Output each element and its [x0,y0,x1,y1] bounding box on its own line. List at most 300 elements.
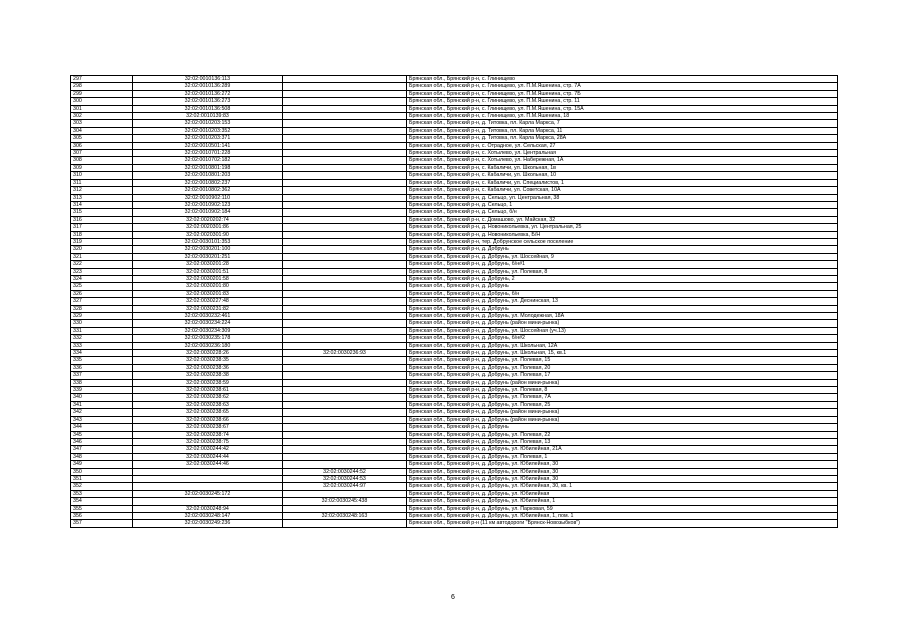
row-number-cell: 337 [71,372,133,379]
cadastral-number-2-cell [283,268,407,275]
cadastral-number-2-cell [283,98,407,105]
cadastral-number-2-cell [283,401,407,408]
cadastral-number-2-cell [283,275,407,282]
cadastral-number-cell: 32:02:0010203:153 [133,120,283,127]
address-cell: Брянская обл., Брянский р-н, д. Сельцо, б/н [407,209,838,216]
cadastral-number-2-cell [283,127,407,134]
address-cell: Брянская обл., Брянский р-н, с. Глинищево, ул. П.М.Яшенина, стр. 7А [407,83,838,90]
cadastral-number-2-cell [283,83,407,90]
cadastral-number-2-cell [283,253,407,260]
row-number-cell: 300 [71,98,133,105]
table-row [71,179,838,186]
cadastral-number-2-cell [283,453,407,460]
row-number-cell: 353 [71,490,133,497]
cadastral-number-2-cell [283,335,407,342]
table-row [71,387,838,394]
cadastral-number-cell: 32:02:0030228:26 [133,350,283,357]
address-cell: Брянская обл., Брянский р-н, д. Добрунь, ул. Полевая, 17 [407,372,838,379]
row-number-cell: 326 [71,290,133,297]
row-number-cell: 325 [71,283,133,290]
address-cell: Брянская обл., Брянский р-н, д. Добрунь, б/н [407,290,838,297]
row-number-cell: 302 [71,113,133,120]
cadastral-number-2-cell [283,313,407,320]
cadastral-number-2-cell [283,224,407,231]
table-row [71,320,838,327]
cadastral-number-cell: 32:02:0030238:62 [133,394,283,401]
cadastral-number-2-cell: 32:02:0030236:93 [283,350,407,357]
cadastral-number-cell: 32:02:0010203:371 [133,135,283,142]
row-number-cell: 298 [71,83,133,90]
row-number-cell: 303 [71,120,133,127]
address-cell: Брянская обл., Брянский р-н, д. Добрунь, ул. Полевая, 22 [407,431,838,438]
row-number-cell: 322 [71,261,133,268]
table-row [71,490,838,497]
table-row [71,401,838,408]
cadastral-number-2-cell [283,320,407,327]
row-number-cell: 331 [71,327,133,334]
cadastral-number-2-cell [283,379,407,386]
cadastral-number-cell: 32:02:0030227:48 [133,298,283,305]
cadastral-number-cell: 32:02:0010136:272 [133,90,283,97]
table-row [71,127,838,134]
table-row [71,416,838,423]
cadastral-number-2-cell [283,290,407,297]
row-number-cell: 305 [71,135,133,142]
cadastral-number-2-cell [283,364,407,371]
row-number-cell: 314 [71,201,133,208]
table-row [71,520,838,527]
address-cell: Брянская обл., Брянский р-н, д. Титовка, пл. Карла Маркса, 28А [407,135,838,142]
address-cell: Брянская обл., Брянский р-н, д. Титовка, пл. Карла Маркса, 7 [407,120,838,127]
cadastral-number-cell: 32:02:0030232:461 [133,313,283,320]
cadastral-number-cell: 32:02:0010902:184 [133,209,283,216]
address-cell: Брянская обл., Брянский р-н, с. Хотылево, ул. Центральная [407,150,838,157]
address-cell: Брянская обл., Брянский р-н, д. Добрунь (район мини-рынка) [407,416,838,423]
address-cell: Брянская обл., Брянский р-н, д. Добрунь, 2 [407,275,838,282]
table-row [71,424,838,431]
row-number-cell: 309 [71,164,133,171]
cadastral-number-cell: 32:02:0010203:352 [133,127,283,134]
address-cell: Брянская обл., Брянский р-н, д. Добрунь (район мини-рынка) [407,379,838,386]
address-cell: Брянская обл., Брянский р-н, д. Добрунь, ул. Юбилейная, 21А [407,446,838,453]
cadastral-number-2-cell [283,387,407,394]
address-cell: Брянская обл., Брянский р-н, д. Добрунь, ул. Полевая, 7А [407,394,838,401]
cadastral-number-cell: 32:02:0030201:58 [133,275,283,282]
row-number-cell: 334 [71,350,133,357]
cadastral-number-2-cell [283,490,407,497]
cadastral-number-2-cell [283,231,407,238]
table-row [71,438,838,445]
table-row [71,268,838,275]
row-number-cell: 339 [71,387,133,394]
table-row [71,364,838,371]
table-row [71,468,838,475]
cadastral-number-2-cell [283,246,407,253]
table-row [71,142,838,149]
address-cell: Брянская обл., Брянский р-н, д. Добрунь [407,305,838,312]
row-number-cell: 308 [71,157,133,164]
table-row [71,209,838,216]
cadastral-number-2-cell: 32:02:0030248:163 [283,512,407,519]
row-number-cell: 335 [71,357,133,364]
row-number-cell: 315 [71,209,133,216]
table-row [71,275,838,282]
document-sheet [70,75,837,528]
row-number-cell: 317 [71,224,133,231]
cadastral-number-cell: 32:02:0030244:44 [133,453,283,460]
cadastral-number-2-cell [283,372,407,379]
cadastral-number-2-cell [283,238,407,245]
address-cell: Брянская обл., Брянский р-н, д. Добрунь, ул. Молодежная, 18А [407,313,838,320]
address-cell: Брянская обл., Брянский р-н, с. Кабаличи, ул. Советская, 10А [407,187,838,194]
address-cell: Брянская обл., Брянский р-н, д. Добрунь, ул. Полевая, 8 [407,268,838,275]
address-cell: Брянская обл., Брянский р-н, д. Добрунь, ул. Шоссейная, 9 [407,253,838,260]
table-row [71,76,838,83]
row-number-cell: 348 [71,453,133,460]
row-number-cell: 338 [71,379,133,386]
table-row [71,357,838,364]
table-row [71,512,838,519]
row-number-cell: 310 [71,172,133,179]
cadastral-number-cell [133,483,283,490]
address-cell: Брянская обл., Брянский р-н, д. Новоникольевка, Б/Н [407,231,838,238]
table-row [71,453,838,460]
table-row [71,305,838,312]
row-number-cell: 343 [71,416,133,423]
cadastral-number-cell: 32:02:0030238:75 [133,438,283,445]
cadastral-number-cell: 32:02:0030244:42 [133,446,283,453]
row-number-cell: 321 [71,253,133,260]
row-number-cell: 341 [71,401,133,408]
cadastral-number-2-cell: 32:02:0030244:97 [283,483,407,490]
row-number-cell: 297 [71,76,133,83]
cadastral-number-cell: 32:02:0010702:182 [133,157,283,164]
cadastral-number-cell: 32:02:0010501:141 [133,142,283,149]
table-row [71,224,838,231]
address-cell: Брянская обл., Брянский р-н, с. Кабаличи, ул. Школьная, 1в [407,164,838,171]
cadastral-number-cell: 32:02:0010136:289 [133,83,283,90]
row-number-cell: 357 [71,520,133,527]
cadastral-number-cell: 32:02:0010802:237 [133,179,283,186]
address-cell: Брянская обл., Брянский р-н, д. Добрунь, ул. Полевая, 1 [407,453,838,460]
address-cell: Брянская обл., Брянский р-н, д. Добрунь, ул. Полевая, 8 [407,387,838,394]
row-number-cell: 356 [71,512,133,519]
row-number-cell: 307 [71,150,133,157]
cadastral-number-2-cell [283,446,407,453]
cadastral-number-cell: 32:02:0030245:172 [133,490,283,497]
address-cell: Брянская обл., Брянский р-н, с. Кабаличи, ул. Специалистов, 1 [407,179,838,186]
cadastral-number-2-cell [283,135,407,142]
table-row [71,187,838,194]
table-row [71,431,838,438]
page-number: 6 [451,594,455,601]
cadastral-number-cell: 32:02:0030201:51 [133,268,283,275]
cadastral-number-2-cell [283,113,407,120]
cadastral-number-2-cell [283,520,407,527]
cadastral-number-cell [133,475,283,482]
cadastral-number-cell [133,498,283,505]
cadastral-number-cell: 32:02:0030238:74 [133,431,283,438]
cadastral-number-cell: 32:02:0010801:203 [133,172,283,179]
cadastral-number-cell: 32:02:0030231:82 [133,305,283,312]
table-row [71,350,838,357]
table-row [71,394,838,401]
cadastral-number-2-cell [283,357,407,364]
cadastral-number-cell: 32:02:0030236:180 [133,342,283,349]
cadastral-number-2-cell [283,201,407,208]
cadastral-number-2-cell [283,194,407,201]
row-number-cell: 328 [71,305,133,312]
row-number-cell: 311 [71,179,133,186]
address-cell: Брянская обл., Брянский р-н, д. Добрунь, ул. Полевая, 20 [407,364,838,371]
table-row [71,98,838,105]
table-row [71,238,838,245]
cadastral-number-cell: 32:02:0030201:83 [133,290,283,297]
cadastral-number-cell: 32:02:0030238:66 [133,416,283,423]
cadastral-number-cell: 32:02:0030235:178 [133,335,283,342]
table-row [71,313,838,320]
address-cell: Брянская обл., Брянский р-н, д. Добрунь, ул. Юбилейная [407,490,838,497]
cadastral-number-2-cell [283,409,407,416]
address-cell: Брянская обл., Брянский р-н, д. Добрунь, ул. Полевая, 15 [407,357,838,364]
row-number-cell: 304 [71,127,133,134]
row-number-cell: 301 [71,105,133,112]
address-cell: Брянская обл., Брянский р-н, д. Новоникольевка, ул. Центральная, 25 [407,224,838,231]
address-cell: Брянская обл., Брянский р-н, с. Глинищево, ул. П.М.Яшенина, 18 [407,113,838,120]
cadastral-number-2-cell [283,424,407,431]
address-cell: Брянская обл., Брянский р-н, д. Добрунь, б/н#2 [407,335,838,342]
table-row [71,172,838,179]
table-row [71,135,838,142]
cadastral-number-cell: 32:02:0010701:228 [133,150,283,157]
cadastral-number-cell: 32:02:0010136:273 [133,98,283,105]
cadastral-number-2-cell [283,187,407,194]
table-row [71,475,838,482]
cadastral-number-cell: 32:02:0030101:353 [133,238,283,245]
cadastral-number-2-cell [283,461,407,468]
row-number-cell: 354 [71,498,133,505]
cadastral-number-cell: 32:02:0030201:28 [133,261,283,268]
address-cell: Брянская обл., Брянский р-н, с. Домашово, ул. Майская, 32 [407,216,838,223]
table-row [71,327,838,334]
cadastral-number-cell: 32:02:0010902:110 [133,194,283,201]
address-cell: Брянская обл., Брянский р-н, д. Добрунь [407,424,838,431]
cadastral-number-cell: 32:02:0030244:46 [133,461,283,468]
table-row [71,335,838,342]
cadastral-number-cell: 32:02:0030238:63 [133,401,283,408]
cadastral-number-2-cell [283,342,407,349]
row-number-cell: 351 [71,475,133,482]
table-row [71,505,838,512]
cadastral-number-2-cell [283,438,407,445]
row-number-cell: 344 [71,424,133,431]
table-row [71,498,838,505]
cadastral-number-cell: 32:02:0010136:113 [133,76,283,83]
cadastral-number-cell: 32:02:0030248:147 [133,512,283,519]
table-row [71,446,838,453]
cadastral-number-2-cell [283,157,407,164]
row-number-cell: 324 [71,275,133,282]
row-number-cell: 346 [71,438,133,445]
row-number-cell: 312 [71,187,133,194]
address-cell: Брянская обл., Брянский р-н, с. Отрадное, ул. Сельская, 27 [407,142,838,149]
address-cell: Брянская обл., Брянский р-н, д. Добрунь, б/н#1 [407,261,838,268]
table-row [71,120,838,127]
address-cell: Брянская обл., Брянский р-н (11 км автодороги "Брянск-Новозыбков") [407,520,838,527]
address-cell: Брянская обл., Брянский р-н, д. Добрунь [407,246,838,253]
row-number-cell: 345 [71,431,133,438]
cadastral-number-cell: 32:02:0010802:362 [133,187,283,194]
row-number-cell: 316 [71,216,133,223]
cadastral-number-cell: 32:02:0010139:83 [133,113,283,120]
cadastral-number-2-cell [283,90,407,97]
table-row [71,194,838,201]
address-cell: Брянская обл., Брянский р-н, д. Добрунь, ул. Юбилейная, 1, пом. 1 [407,512,838,519]
table-row [71,231,838,238]
table-row [71,201,838,208]
cadastral-number-cell: 32:02:0020301:90 [133,231,283,238]
address-cell: Брянская обл., Брянский р-н, д. Добрунь [407,283,838,290]
address-cell: Брянская обл., Брянский р-н, д. Добрунь, ул. Юбилейная, 30 [407,475,838,482]
cadastral-number-cell: 32:02:0030238:36 [133,364,283,371]
cadastral-number-cell [133,468,283,475]
address-cell: Брянская обл., Брянский р-н, д. Добрунь, ул. Юбилейная, 30 [407,461,838,468]
address-cell: Брянская обл., Брянский р-н, д. Сельцо, 1 [407,201,838,208]
table-row [71,164,838,171]
table-row [71,372,838,379]
address-cell: Брянская обл., Брянский р-н, д. Добрунь, ул. Полевая, 25 [407,401,838,408]
table-row [71,461,838,468]
table-row [71,261,838,268]
cadastral-number-cell: 32:02:0030201:251 [133,253,283,260]
address-cell: Брянская обл., Брянский р-н, д. Добрунь, ул. Шоссейная (уч.13) [407,327,838,334]
cadastral-number-2-cell [283,283,407,290]
address-cell: Брянская обл., Брянский р-н, д. Добрунь (район мини-рынка) [407,320,838,327]
address-cell: Брянская обл., Брянский р-н, с. Глинищево [407,76,838,83]
table-row [71,246,838,253]
row-number-cell: 327 [71,298,133,305]
table-row [71,298,838,305]
row-number-cell: 333 [71,342,133,349]
address-cell: Брянская обл., Брянский р-н, с. Хотылево, ул. Набережная, 1А [407,157,838,164]
address-cell: Брянская обл., Брянский р-н, д. Сельцо, ул. Центральная, 38 [407,194,838,201]
cadastral-number-cell: 32:02:0030201:100 [133,246,283,253]
cadastral-number-2-cell [283,179,407,186]
row-number-cell: 336 [71,364,133,371]
row-number-cell: 355 [71,505,133,512]
row-number-cell: 340 [71,394,133,401]
row-number-cell: 349 [71,461,133,468]
cadastral-number-2-cell [283,416,407,423]
cadastral-number-cell: 32:02:0030238:67 [133,424,283,431]
row-number-cell: 329 [71,313,133,320]
cadastral-number-2-cell [283,142,407,149]
table-row [71,113,838,120]
cadastral-number-cell: 32:02:0030238:61 [133,387,283,394]
cadastral-number-2-cell [283,216,407,223]
row-number-cell: 306 [71,142,133,149]
cadastral-number-2-cell [283,172,407,179]
cadastral-number-cell: 32:02:0030238:38 [133,372,283,379]
table-row [71,157,838,164]
row-number-cell: 347 [71,446,133,453]
cadastral-number-cell: 32:02:0010801:198 [133,164,283,171]
table-row [71,253,838,260]
cadastral-number-2-cell [283,76,407,83]
table-row [71,105,838,112]
registry-table-body [71,76,838,528]
cadastral-number-2-cell [283,261,407,268]
cadastral-number-2-cell: 32:02:0030244:53 [283,475,407,482]
table-row [71,283,838,290]
cadastral-number-2-cell [283,298,407,305]
row-number-cell: 352 [71,483,133,490]
address-cell: Брянская обл., Брянский р-н, д. Добрунь, ул. Школьная, 12А [407,342,838,349]
cadastral-number-cell: 32:02:0030238:65 [133,409,283,416]
cadastral-number-2-cell [283,209,407,216]
table-row [71,216,838,223]
table-row [71,483,838,490]
cadastral-number-2-cell [283,150,407,157]
table-row [71,83,838,90]
cadastral-number-cell: 32:02:0030201:80 [133,283,283,290]
cadastral-number-2-cell [283,327,407,334]
address-cell: Брянская обл., Брянский р-н, д. Добрунь, ул. Полевая, 13 [407,438,838,445]
row-number-cell: 299 [71,90,133,97]
table-row [71,90,838,97]
address-cell: Брянская обл., Брянский р-н, д. Добрунь, ул. Парковая, 59 [407,505,838,512]
cadastral-number-cell: 32:02:0020202:74 [133,216,283,223]
cadastral-number-2-cell [283,305,407,312]
cadastral-number-2-cell [283,120,407,127]
row-number-cell: 323 [71,268,133,275]
address-cell: Брянская обл., Брянский р-н, д. Добрунь, ул. Школьная, 15, кв.1 [407,350,838,357]
address-cell: Брянская обл., Брянский р-н, с. Глинищево, ул. П.М.Яшенина, стр. 15А [407,105,838,112]
cadastral-number-cell: 32:02:0030249:236 [133,520,283,527]
cadastral-number-2-cell: 32:02:0030245:438 [283,498,407,505]
cadastral-number-cell: 32:02:0030238:35 [133,357,283,364]
address-cell: Брянская обл., Брянский р-н, д. Добрунь, ул. Юбилейная, 1 [407,498,838,505]
cadastral-number-2-cell [283,105,407,112]
cadastral-number-2-cell [283,394,407,401]
cadastral-number-cell: 32:02:0010902:123 [133,201,283,208]
table-row [71,409,838,416]
address-cell: Брянская обл., Брянский р-н, с. Глинищево, ул. П.М.Яшенина, стр. 11 [407,98,838,105]
property-registry-table [70,75,838,528]
row-number-cell: 320 [71,246,133,253]
row-number-cell: 350 [71,468,133,475]
cadastral-number-cell: 32:02:0020301:86 [133,224,283,231]
address-cell: Брянская обл., Брянский р-н, д. Добрунь, ул. Юбилейная, 30, кв. 1 [407,483,838,490]
row-number-cell: 342 [71,409,133,416]
cadastral-number-cell: 32:02:0030238:59 [133,379,283,386]
row-number-cell: 319 [71,238,133,245]
cadastral-number-2-cell [283,431,407,438]
cadastral-number-cell: 32:02:0030248:94 [133,505,283,512]
cadastral-number-cell: 32:02:0030234:309 [133,327,283,334]
table-row [71,150,838,157]
cadastral-number-2-cell: 32:02:0030244:52 [283,468,407,475]
address-cell: Брянская обл., Брянский р-н, тер. Добрунское сельское поселение [407,238,838,245]
row-number-cell: 313 [71,194,133,201]
row-number-cell: 318 [71,231,133,238]
table-row [71,342,838,349]
table-row [71,290,838,297]
address-cell: Брянская обл., Брянский р-н, д. Добрунь, ул. Юбилейная, 30 [407,468,838,475]
address-cell: Брянская обл., Брянский р-н, д. Добрунь (район мини-рынка) [407,409,838,416]
address-cell: Брянская обл., Брянский р-н, д. Добрунь, ул. Деснинская, 13 [407,298,838,305]
cadastral-number-cell: 32:02:0030234:224 [133,320,283,327]
